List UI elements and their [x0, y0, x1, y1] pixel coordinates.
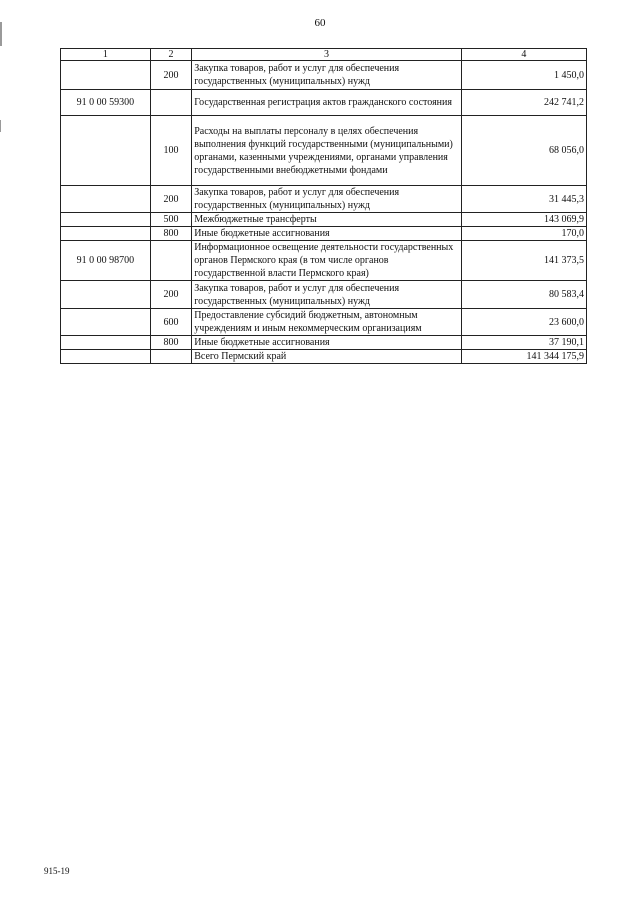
- table-row: [61, 281, 587, 309]
- target-article-code: [61, 116, 151, 186]
- column-header: 1: [61, 49, 151, 61]
- expense-kind-code: [150, 90, 191, 116]
- target-article-code: [61, 227, 151, 241]
- column-header: 3: [192, 49, 462, 61]
- document-code: 915-19: [44, 866, 70, 876]
- expense-kind-code: 200: [150, 281, 191, 309]
- target-article-code: 91 0 00 98700: [61, 241, 151, 281]
- table-row: [61, 227, 587, 241]
- expense-kind-code: 200: [150, 61, 191, 90]
- expense-kind-code: 800: [150, 227, 191, 241]
- table-row: [61, 61, 587, 90]
- amount: 1 450,0: [461, 61, 586, 90]
- total-amount: 141 344 175,9: [461, 350, 586, 364]
- expense-name: Иные бюджетные ассигнования: [192, 227, 462, 241]
- amount: 68 056,0: [461, 116, 586, 186]
- amount: 37 190,1: [461, 336, 586, 350]
- expense-name: Расходы на выплаты персоналу в целях обеспечения выполнения функций государственными (муниципальными) органами, казенными учреждениями, органами управления государственными внебюджетными фондами: [192, 116, 462, 186]
- target-article-code: [61, 309, 151, 336]
- target-article-code: [61, 281, 151, 309]
- budget-table: [60, 48, 587, 364]
- total-row: [61, 350, 587, 364]
- target-article-code: [61, 61, 151, 90]
- table-row: [61, 90, 587, 116]
- table-row: [61, 186, 587, 213]
- target-article-code: [61, 336, 151, 350]
- expense-name: Информационное освещение деятельности государственных органов Пермского края (в том числе органов государственной власти Пермского края): [192, 241, 462, 281]
- table-row: [61, 336, 587, 350]
- table-header-row: [61, 49, 587, 61]
- expense-name: Закупка товаров, работ и услуг для обеспечения государственных (муниципальных) нужд: [192, 281, 462, 309]
- target-article-code: [61, 186, 151, 213]
- expense-name: Государственная регистрация актов гражданского состояния: [192, 90, 462, 116]
- expense-name: Межбюджетные трансферты: [192, 213, 462, 227]
- table-row: [61, 213, 587, 227]
- scan-edge-mark: [0, 120, 1, 132]
- amount: 143 069,9: [461, 213, 586, 227]
- target-article-code: 91 0 00 59300: [61, 90, 151, 116]
- expense-kind-code: [150, 241, 191, 281]
- expense-kind-code: 800: [150, 336, 191, 350]
- expense-name: Иные бюджетные ассигнования: [192, 336, 462, 350]
- amount: 23 600,0: [461, 309, 586, 336]
- expense-name: Закупка товаров, работ и услуг для обеспечения государственных (муниципальных) нужд: [192, 186, 462, 213]
- table-row: [61, 309, 587, 336]
- expense-kind-code: 500: [150, 213, 191, 227]
- amount: 170,0: [461, 227, 586, 241]
- expense-kind-code: [150, 350, 191, 364]
- page-number: 60: [314, 17, 326, 29]
- expense-name: Закупка товаров, работ и услуг для обеспечения государственных (муниципальных) нужд: [192, 61, 462, 90]
- total-label: Всего Пермский край: [192, 350, 462, 364]
- target-article-code: [61, 213, 151, 227]
- target-article-code: [61, 350, 151, 364]
- expense-name: Предоставление субсидий бюджетным, автономным учреждениям и иным некоммерческим организациям: [192, 309, 462, 336]
- amount: 141 373,5: [461, 241, 586, 281]
- table-row: [61, 241, 587, 281]
- expense-kind-code: 100: [150, 116, 191, 186]
- table-row: [61, 116, 587, 186]
- amount: 80 583,4: [461, 281, 586, 309]
- expense-kind-code: 600: [150, 309, 191, 336]
- amount: 31 445,3: [461, 186, 586, 213]
- column-header: 2: [150, 49, 191, 61]
- amount: 242 741,2: [461, 90, 586, 116]
- expense-kind-code: 200: [150, 186, 191, 213]
- column-header: 4: [461, 49, 586, 61]
